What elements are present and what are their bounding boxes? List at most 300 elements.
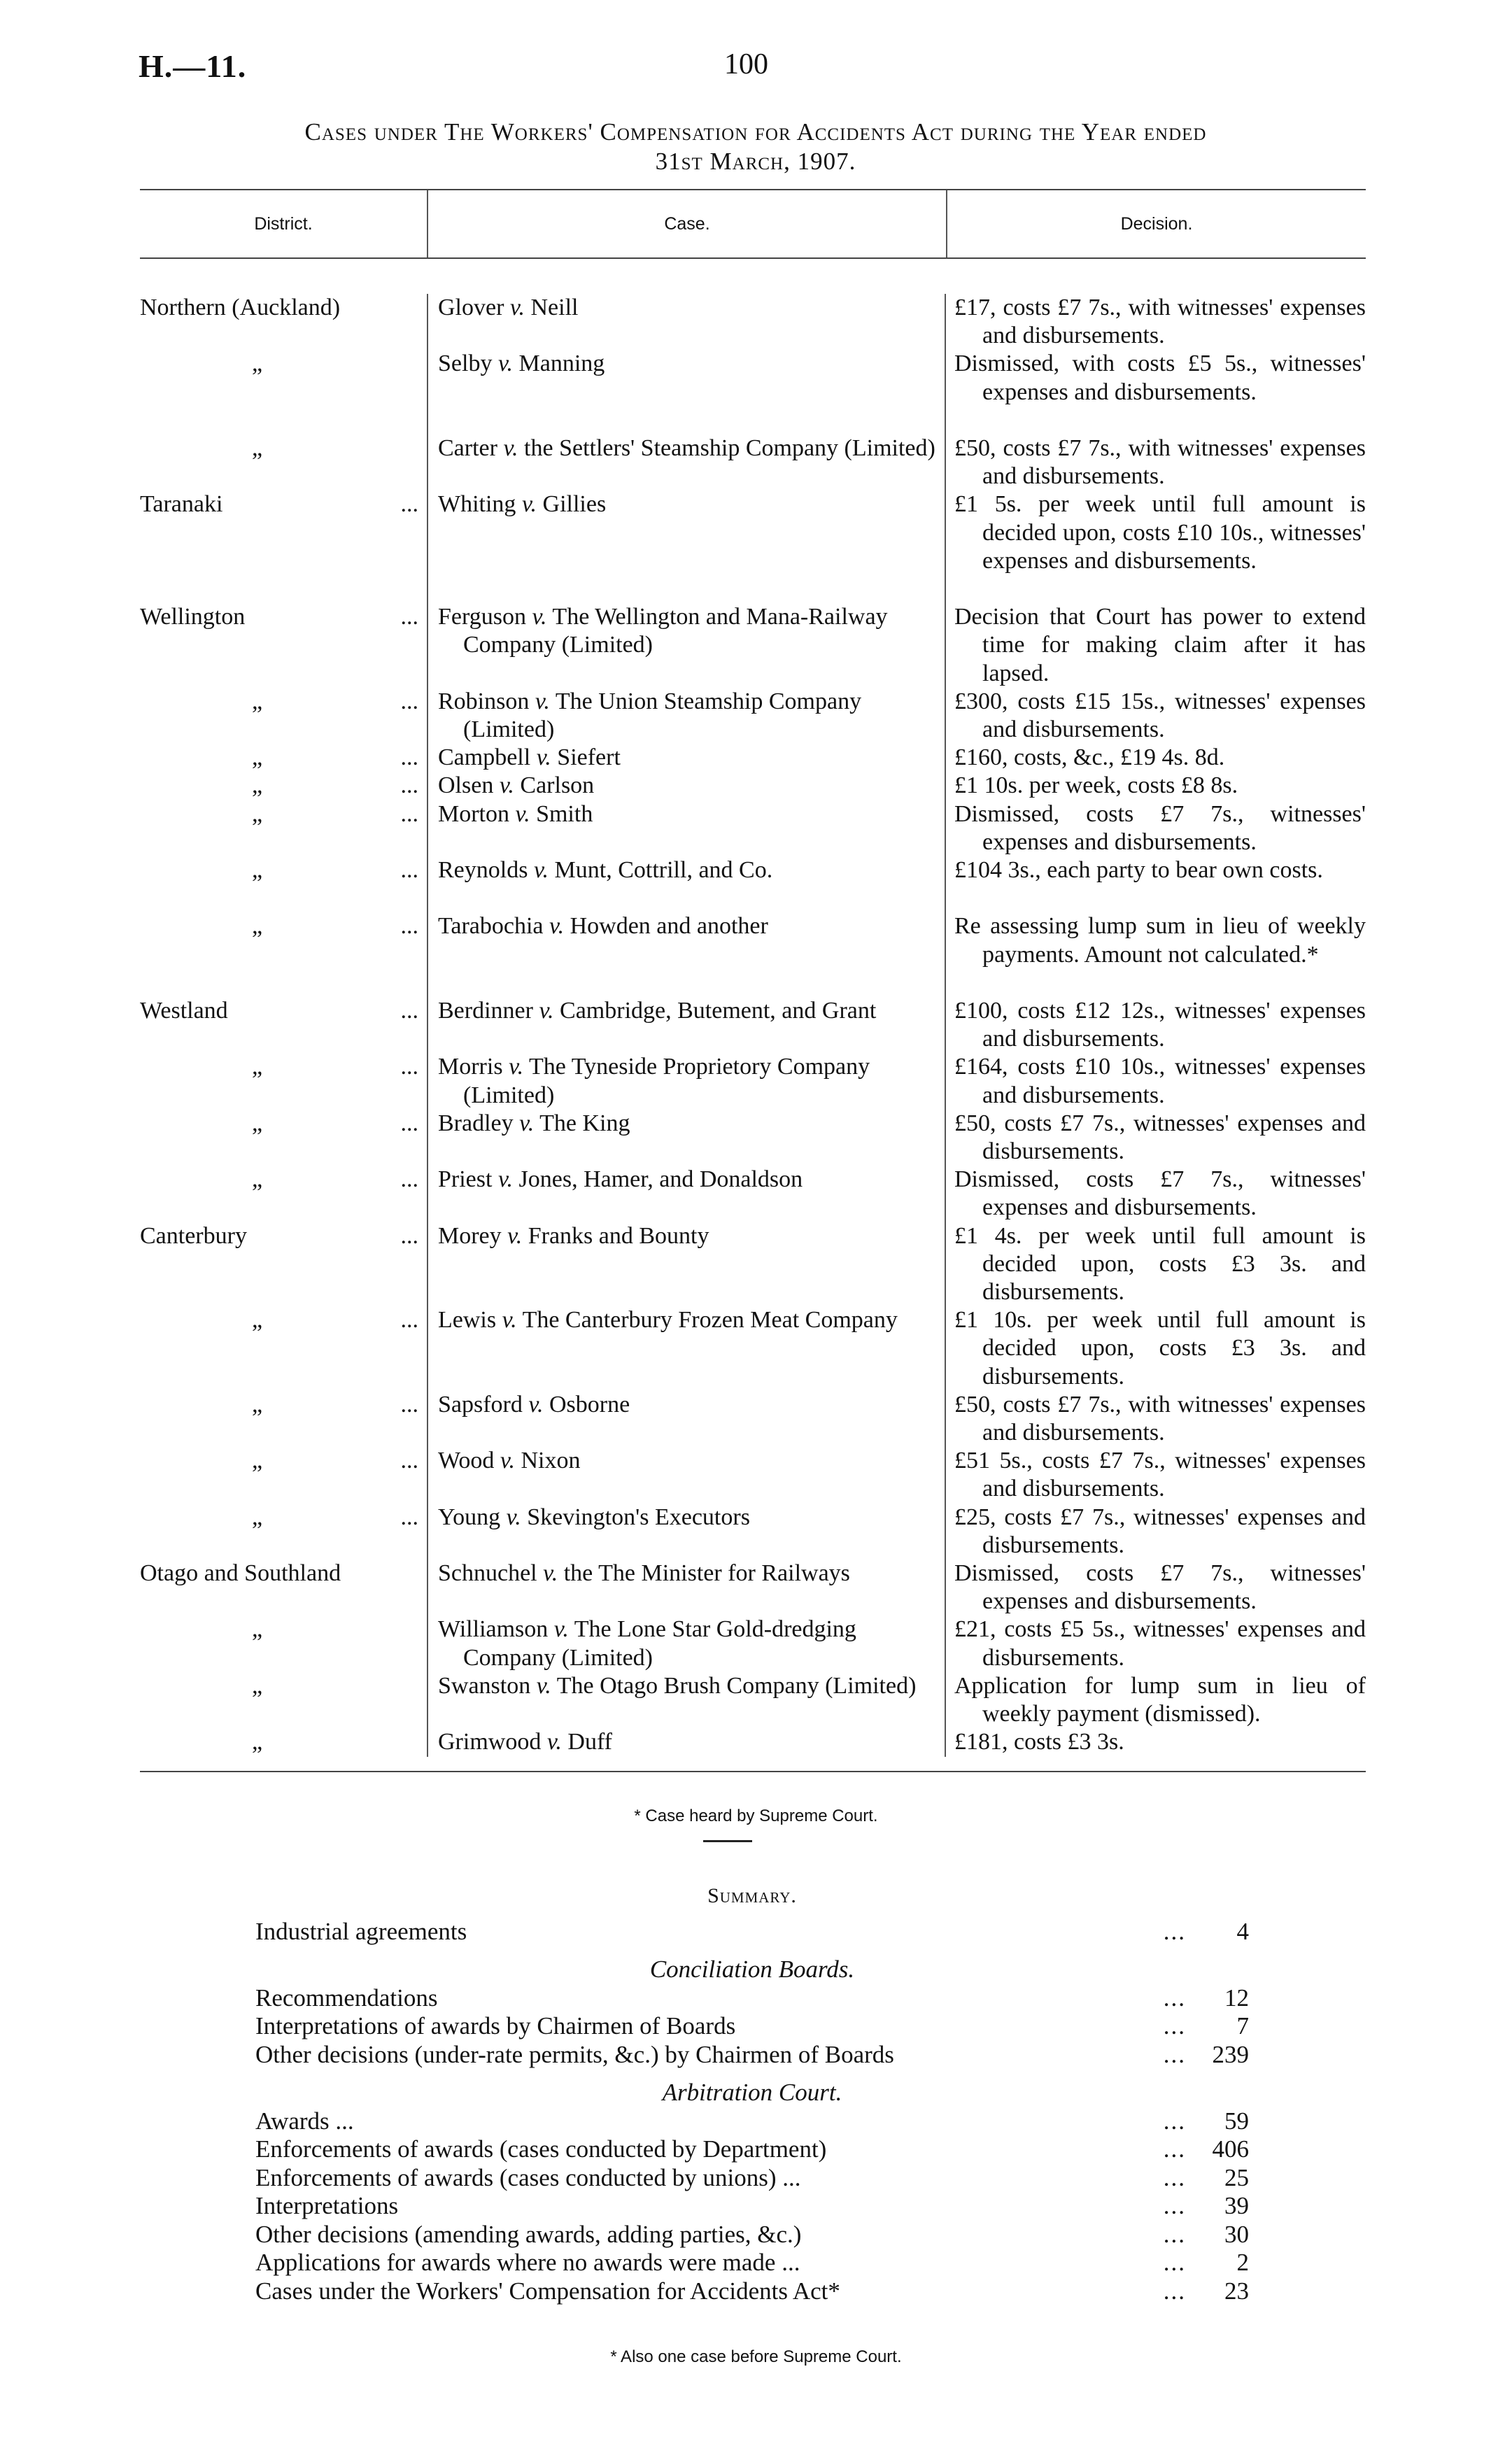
summary-item (255, 1984, 1249, 2013)
case-cell (427, 744, 945, 772)
defendant: The Union Steamship Company (Limited) (463, 688, 862, 743)
decision-text: Dismissed, with costs £5 5s., witnesses' expenses and disbursements. (954, 351, 1366, 405)
leader-dots: ... (1163, 2135, 1186, 2163)
case-cell (427, 490, 945, 603)
case-name (438, 744, 936, 772)
leader-dots: ... (400, 857, 418, 884)
decision-cell (945, 1447, 1366, 1503)
decision-text: £25, costs £7 7s., witnesses' expenses and disbursements. (954, 1504, 1366, 1558)
district-cell (140, 1560, 427, 1616)
leader-dots: ... (400, 1166, 418, 1193)
table-row (140, 1391, 1366, 1447)
decision-text: £1 5s. per week until full amount is decided upon, costs £10 10s., witnesses' expenses and disbursements. (954, 491, 1366, 574)
versus: v. (509, 1054, 524, 1080)
district-cell (140, 800, 427, 856)
leader-dots: ... (400, 1307, 418, 1334)
case-cell (427, 688, 945, 744)
decision-cell (945, 688, 1366, 744)
decision-text: Dismissed, costs £7 7s., witnesses' expenses and disbursements. (954, 800, 1366, 855)
decision-text: £17, costs £7 7s., with witnesses' expenses and disbursements. (954, 295, 1366, 349)
table-row (140, 744, 1366, 772)
decision-cell (945, 1053, 1366, 1109)
summary-item (255, 2221, 1249, 2249)
summary-item (255, 2135, 1249, 2164)
plaintiff: Glover (438, 295, 504, 320)
leader-dots: ... (400, 1054, 418, 1080)
versus: v. (497, 1166, 514, 1193)
leader-dots: ... (400, 744, 418, 771)
case-name (438, 997, 936, 1053)
leader-dots: ... (400, 688, 418, 714)
decision-cell (945, 856, 1366, 912)
district-name: Otago and Southland (140, 1560, 341, 1587)
versus: v. (503, 435, 518, 461)
case-name (438, 1222, 936, 1307)
decision-text: £181, costs £3 3s. (954, 1729, 1124, 1755)
district-name: „ (252, 1307, 263, 1334)
decision-cell (945, 744, 1366, 772)
plaintiff: Priest (438, 1166, 493, 1193)
column-header-decision: Decision. (946, 190, 1366, 257)
decision-text: £164, costs £10 10s., witnesses' expenses and disbursements. (954, 1054, 1366, 1108)
versus: v. (502, 1307, 517, 1334)
district-name: „ (252, 1054, 263, 1080)
case-cell (427, 1306, 945, 1391)
plaintiff: Morton (438, 800, 509, 827)
table-row (140, 490, 1366, 603)
leader-dots: ... (400, 491, 418, 518)
district-cell (140, 1391, 427, 1447)
summary-item (255, 2164, 1249, 2193)
plaintiff: Bradley (438, 1110, 514, 1136)
page-title (161, 118, 1350, 176)
district-cell (140, 1504, 427, 1560)
decision-text: Application for lump sum in lieu of weekly payment (dismissed). (954, 1672, 1366, 1727)
summary-item-label: Recommendations (255, 1984, 438, 2012)
plaintiff: Schnuchel (438, 1560, 537, 1587)
case-name (438, 1306, 936, 1391)
defendant: Skevington's Executors (527, 1504, 750, 1530)
versus: v. (528, 1391, 544, 1418)
defendant: Manning (518, 351, 605, 377)
defendant: Siefert (557, 744, 621, 771)
decision-text: £50, costs £7 7s., witnesses' expenses and disbursements. (954, 1110, 1366, 1165)
case-cell (427, 856, 945, 912)
leader-dots: ... (400, 1222, 418, 1249)
defendant: the Settlers' Steamship Company (Limited) (524, 435, 935, 461)
decision-cell (945, 800, 1366, 856)
versus: v. (536, 1672, 551, 1699)
plaintiff: Tarabochia (438, 913, 544, 940)
case-cell (427, 997, 945, 1053)
defendant: The Canterbury Frozen Meat Company (522, 1307, 898, 1334)
district-cell (140, 294, 427, 350)
page-number: 100 (724, 48, 768, 80)
decision-cell (945, 294, 1366, 350)
decision-cell (945, 603, 1366, 688)
decision-text: £50, costs £7 7s., with witnesses' expenses and disbursements. (954, 1391, 1366, 1446)
case-name (438, 1110, 936, 1166)
versus: v. (500, 1448, 515, 1474)
summary-item-label: Industrial agreements (255, 1917, 467, 1945)
summary-item-value: 406 (1212, 2135, 1249, 2163)
plaintiff: Grimwood (438, 1729, 542, 1755)
district-name: Taranaki (140, 491, 223, 518)
defendant: Carlson (520, 772, 595, 799)
case-name (438, 772, 936, 800)
district-name: „ (252, 435, 263, 461)
decision-cell (945, 1110, 1366, 1166)
defendant: Nixon (521, 1448, 581, 1474)
leader-dots: ... (1163, 1917, 1186, 1945)
defendant: Cambridge, Butement, and Grant (560, 998, 877, 1024)
leader-dots: ... (400, 1448, 418, 1474)
case-cell (427, 1447, 945, 1503)
plaintiff: Robinson (438, 688, 530, 714)
summary-item-label: Interpretations (255, 2192, 399, 2219)
column-header-case: Case. (427, 190, 946, 257)
versus: v. (546, 1729, 562, 1755)
decision-cell (945, 997, 1366, 1053)
summary-item-value: 59 (1224, 2107, 1249, 2135)
district-cell (140, 1616, 427, 1671)
case-name (438, 1504, 936, 1560)
summary-footnote: * Also one case before Supreme Court. (610, 2347, 902, 2366)
district-cell (140, 744, 427, 772)
summary-item-value: 12 (1224, 1984, 1249, 2012)
case-cell (427, 1616, 945, 1671)
summary-item (255, 2012, 1249, 2041)
defendant: Neill (530, 295, 579, 320)
summary-item-value: 23 (1224, 2277, 1249, 2305)
decision-text: £50, costs £7 7s., with witnesses' expenses and disbursements. (954, 435, 1366, 490)
case-name (438, 1560, 936, 1616)
case-cell (427, 800, 945, 856)
defendant: the The Minister for Railways (563, 1560, 850, 1587)
versus: v. (509, 295, 525, 320)
summary-heading: Summary. (707, 1884, 797, 1907)
decision-cell (945, 1306, 1366, 1391)
versus: v. (543, 1560, 558, 1587)
summary-item (255, 2277, 1249, 2306)
summary-item (255, 2107, 1249, 2136)
case-cell (427, 1504, 945, 1560)
document-reference: H.—11. (139, 48, 247, 84)
decision-text: Dismissed, costs £7 7s., witnesses' expenses and disbursements. (954, 1166, 1366, 1221)
table-row (140, 912, 1366, 997)
district-cell (140, 997, 427, 1053)
leader-dots: ... (400, 604, 418, 630)
case-name (438, 1391, 936, 1447)
plaintiff: Berdinner (438, 998, 533, 1024)
plaintiff: Olsen (438, 772, 494, 799)
table-row (140, 688, 1366, 744)
decision-text: £21, costs £5 5s., witnesses' expenses and disbursements. (954, 1616, 1366, 1671)
case-name (438, 1672, 936, 1728)
district-cell (140, 1728, 427, 1756)
defendant: The Otago Brush Company (Limited) (556, 1672, 917, 1699)
defendant: Osborne (549, 1391, 630, 1418)
plaintiff: Ferguson (438, 604, 526, 630)
district-name: „ (252, 772, 263, 799)
decision-text: £300, costs £15 15s., witnesses' expenses and disbursements. (954, 688, 1366, 743)
summary-item-value: 7 (1236, 2012, 1249, 2039)
defendant: Duff (567, 1729, 612, 1755)
district-name: „ (252, 744, 263, 771)
summary-item (255, 2192, 1249, 2221)
case-cell (427, 772, 945, 800)
summary-item-label: Other decisions (amending awards, adding parties, &c.) (255, 2220, 802, 2248)
case-cell (427, 294, 945, 350)
summary-item-label: Awards ... (255, 2107, 354, 2135)
district-name: „ (252, 1729, 263, 1755)
leader-dots: ... (1163, 2163, 1186, 2191)
plaintiff: Sapsford (438, 1391, 523, 1418)
district-cell (140, 856, 427, 912)
decision-text: £1 4s. per week until full amount is decided upon, costs £3 3s. and disbursements. (954, 1222, 1366, 1306)
plaintiff: Morey (438, 1222, 502, 1249)
district-name: Canterbury (140, 1222, 247, 1249)
table-row (140, 1222, 1366, 1307)
case-name (438, 603, 936, 688)
summary-item-label: Interpretations of awards by Chairmen of Boards (255, 2012, 736, 2039)
table-row (140, 1616, 1366, 1671)
versus: v. (507, 1222, 523, 1249)
district-name: „ (252, 1391, 263, 1418)
defendant: Howden and another (570, 913, 768, 940)
district-cell (140, 1447, 427, 1503)
case-cell (427, 1053, 945, 1109)
versus: v. (499, 772, 514, 799)
district-cell (140, 1306, 427, 1391)
leader-dots: ... (1163, 2107, 1186, 2135)
table-row (140, 1053, 1366, 1109)
decision-text: £100, costs £12 12s., witnesses' expenses and disbursements. (954, 998, 1366, 1052)
column-header-district: District. (254, 213, 313, 234)
summary-item-value: 239 (1212, 2040, 1249, 2068)
case-name (438, 688, 936, 744)
defendant: The King (539, 1110, 630, 1136)
defendant: The Tyneside Proprietory Company (Limited) (463, 1054, 870, 1108)
plaintiff: Wood (438, 1448, 495, 1474)
case-name (438, 1728, 936, 1756)
case-name (438, 912, 936, 997)
case-cell (427, 1391, 945, 1447)
versus: v. (515, 800, 530, 827)
leader-dots: ... (400, 1110, 418, 1136)
table-row (140, 1560, 1366, 1616)
summary-item-value: 2 (1236, 2249, 1249, 2276)
leader-dots: ... (400, 913, 418, 940)
plaintiff: Whiting (438, 491, 516, 518)
case-name (438, 1053, 936, 1109)
decision-text: Re assessing lump sum in lieu of weekly payments. Amount not calculated.* (954, 913, 1366, 968)
leader-dots: ... (400, 800, 418, 827)
decision-cell (945, 490, 1366, 603)
table-footnote: * Case heard by Supreme Court. (634, 1807, 878, 1825)
leader-dots: ... (1163, 2012, 1186, 2039)
table-row (140, 997, 1366, 1053)
table-row (140, 1306, 1366, 1391)
district-cell (140, 603, 427, 688)
versus: v. (506, 1504, 521, 1530)
case-name (438, 294, 936, 350)
decision-cell (945, 1616, 1366, 1671)
table-row (140, 772, 1366, 800)
district-cell (140, 772, 427, 800)
decision-text: £160, costs, &c., £19 4s. 8d. (954, 744, 1225, 771)
versus: v. (532, 604, 547, 630)
district-name: „ (252, 1616, 263, 1643)
decision-cell (945, 1672, 1366, 1728)
plaintiff: Carter (438, 435, 497, 461)
district-cell (140, 350, 427, 434)
decision-text: Decision that Court has power to extend time for making claim after it has lapsed. (954, 604, 1366, 686)
summary-item-value: 30 (1224, 2220, 1249, 2248)
plaintiff: Swanston (438, 1672, 531, 1699)
defendant: Smith (536, 800, 593, 827)
decision-cell (945, 1391, 1366, 1447)
leader-dots: ... (1163, 2249, 1186, 2276)
summary-item-value: 25 (1224, 2163, 1249, 2191)
district-cell (140, 1110, 427, 1166)
decision-cell (945, 350, 1366, 434)
case-cell (427, 1728, 945, 1756)
table-row (140, 1110, 1366, 1166)
leader-dots: ... (1163, 2220, 1186, 2248)
table-body (140, 259, 1366, 1771)
defendant: Munt, Cottrill, and Co. (554, 857, 773, 884)
leader-dots: ... (1163, 2277, 1186, 2305)
plaintiff: Reynolds (438, 857, 528, 884)
plaintiff: Lewis (438, 1307, 497, 1334)
district-name: „ (252, 857, 263, 884)
table-bottom-rule (140, 1771, 1366, 1772)
summary-item-label: Enforcements of awards (cases conducted by Department) (255, 2135, 827, 2163)
case-cell (427, 1166, 945, 1222)
table-row (140, 434, 1366, 490)
plaintiff: Campbell (438, 744, 531, 771)
leader-dots: ... (1163, 2040, 1186, 2068)
district-cell (140, 1222, 427, 1307)
table-row (140, 1447, 1366, 1503)
versus: v. (521, 491, 537, 518)
district-name: „ (252, 1110, 263, 1136)
district-name: Northern (Auckland) (140, 295, 341, 320)
case-cell (427, 350, 945, 434)
case-name (438, 1447, 936, 1503)
decision-text: £1 10s. per week, costs £8 8s. (954, 772, 1238, 799)
decision-cell (945, 1166, 1366, 1222)
case-name (438, 1616, 936, 1671)
decision-text: £1 10s. per week until full amount is decided upon, costs £3 3s. and disbursements. (954, 1307, 1366, 1390)
district-name: „ (252, 913, 263, 940)
versus: v. (549, 913, 565, 940)
decision-cell (945, 1504, 1366, 1560)
district-cell (140, 1166, 427, 1222)
table-row (140, 603, 1366, 688)
decision-text: Dismissed, costs £7 7s., witnesses' expenses and disbursements. (954, 1560, 1366, 1615)
district-cell (140, 490, 427, 603)
summary-item-label: Enforcements of awards (cases conducted by unions) ... (255, 2163, 801, 2191)
versus: v. (533, 857, 549, 884)
district-cell (140, 1672, 427, 1728)
district-name: Wellington (140, 604, 246, 630)
defendant: Gillies (542, 491, 607, 518)
plaintiff: Young (438, 1504, 501, 1530)
district-name: „ (252, 1166, 263, 1193)
summary-item-value: 4 (1236, 1917, 1249, 1945)
versus: v. (497, 351, 514, 377)
summary-item-label: Other decisions (under-rate permits, &c.) by Chairmen of Boards (255, 2040, 894, 2068)
decision-cell (945, 772, 1366, 800)
leader-dots: ... (400, 1504, 418, 1530)
summary-item (255, 2041, 1249, 2070)
plaintiff: Selby (438, 351, 493, 377)
decision-cell (945, 1728, 1366, 1756)
leader-dots: ... (1163, 2192, 1186, 2219)
table-row (140, 800, 1366, 856)
summary (255, 1882, 1249, 2305)
versus: v. (553, 1616, 569, 1643)
table-row (140, 1504, 1366, 1560)
table-row (140, 350, 1366, 434)
decision-cell (945, 1222, 1366, 1307)
plaintiff: Williamson (438, 1616, 549, 1643)
leader-dots: ... (1163, 1984, 1186, 2012)
divider (703, 1840, 752, 1842)
summary-section-heading: Conciliation Boards. (649, 1956, 855, 1983)
district-name: „ (252, 1504, 263, 1530)
district-cell (140, 1053, 427, 1109)
leader-dots: ... (400, 772, 418, 799)
decision-text: £104 3s., each party to bear own costs. (954, 857, 1323, 884)
case-name (438, 434, 936, 490)
summary-item-value: 39 (1224, 2192, 1249, 2219)
table-row (140, 1166, 1366, 1222)
district-name: „ (252, 351, 263, 377)
district-cell (140, 912, 427, 997)
case-name (438, 856, 936, 912)
decision-cell (945, 912, 1366, 997)
case-cell (427, 603, 945, 688)
defendant: The Lone Star Gold-dredging Company (Limited) (463, 1616, 856, 1671)
versus: v. (536, 744, 551, 771)
case-name (438, 490, 936, 603)
summary-item (255, 2249, 1249, 2277)
case-cell (427, 912, 945, 997)
decision-cell (945, 434, 1366, 490)
versus: v. (539, 998, 554, 1024)
table-row (140, 1672, 1366, 1728)
summary-item-label: Applications for awards where no awards were made ... (255, 2249, 800, 2276)
leader-dots: ... (400, 998, 418, 1024)
defendant: Jones, Hamer, and Donaldson (518, 1166, 803, 1193)
district-name: Westland (140, 998, 228, 1024)
versus: v. (535, 688, 550, 714)
case-name (438, 1166, 936, 1222)
case-cell (427, 1672, 945, 1728)
summary-item-label: Cases under the Workers' Compensation for Accidents Act* (255, 2277, 840, 2305)
district-name: „ (252, 1448, 263, 1474)
cases-table (140, 189, 1366, 1772)
summary-section-heading: Arbitration Court. (662, 2079, 842, 2106)
district-name: „ (252, 688, 263, 714)
title-line-2: 31st March, 1907. (655, 148, 856, 175)
table-header (140, 190, 1366, 259)
leader-dots: ... (400, 1391, 418, 1418)
case-cell (427, 1222, 945, 1307)
